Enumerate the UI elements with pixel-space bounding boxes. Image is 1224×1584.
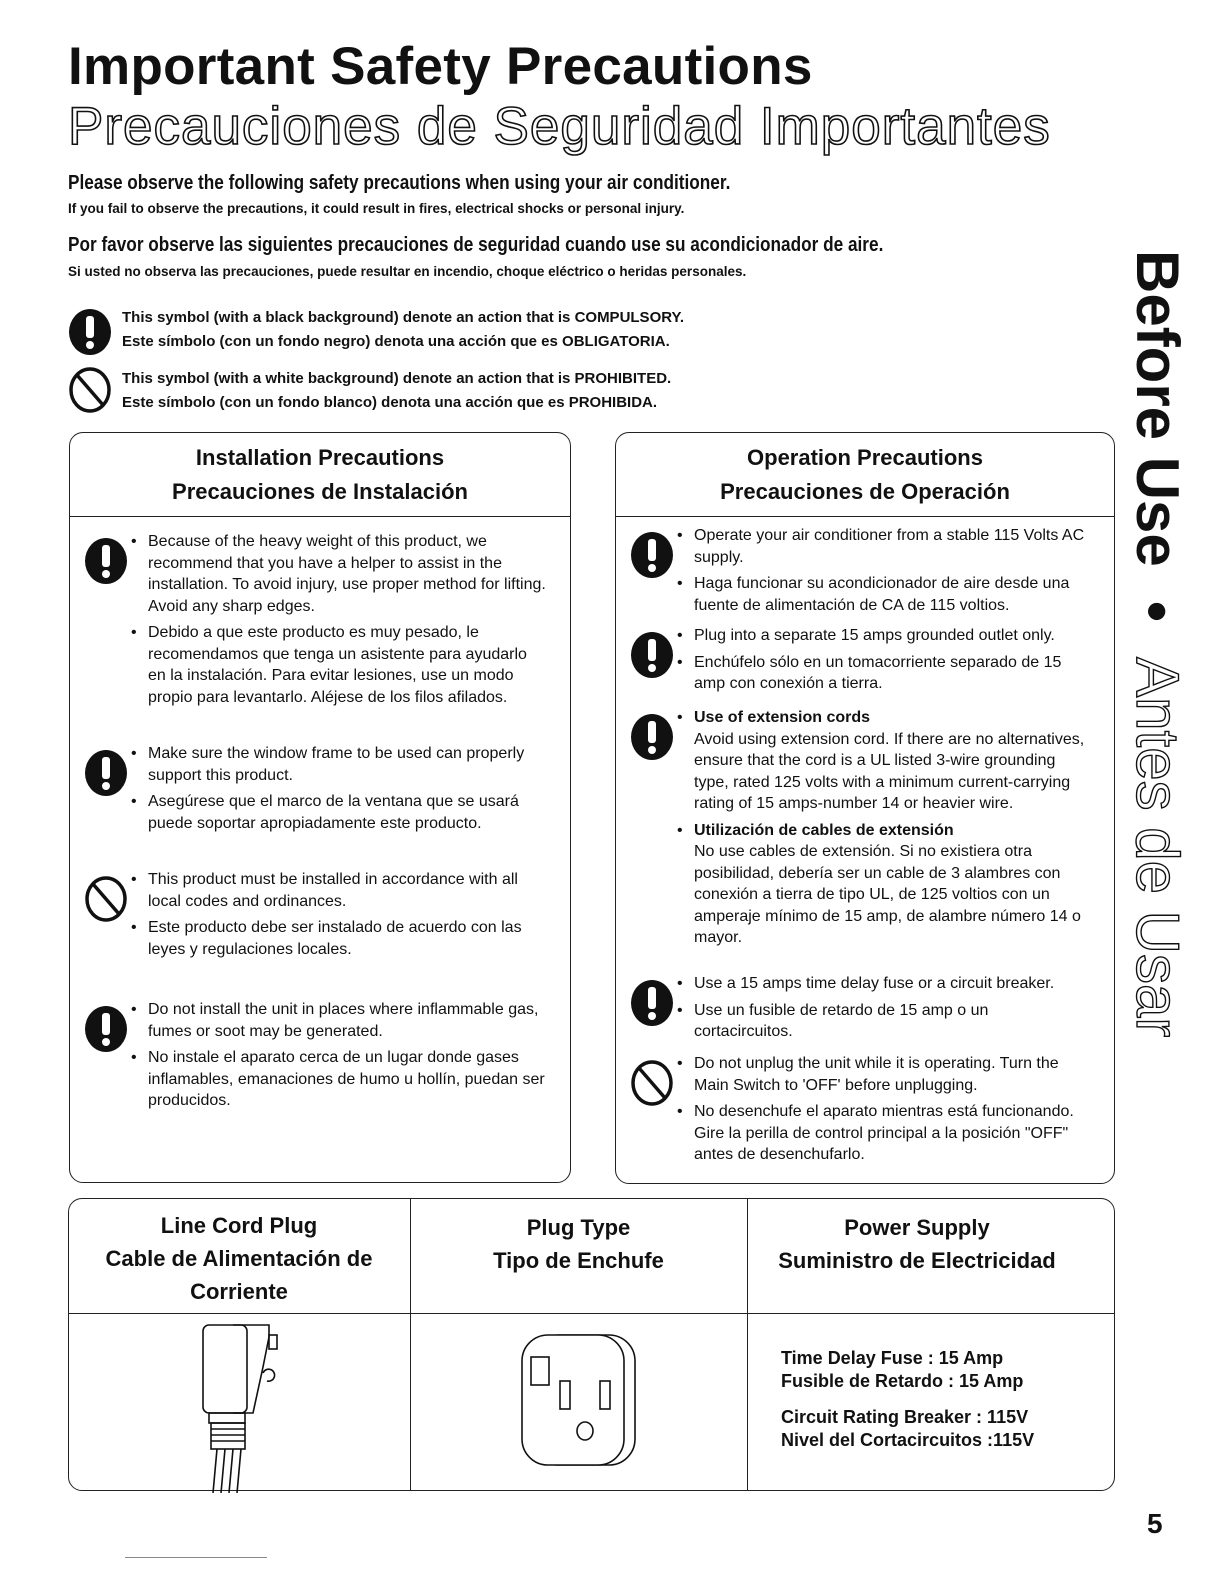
page-title-spanish: Precauciones de Seguridad Importantes xyxy=(68,97,1051,156)
compulsory-icon xyxy=(68,308,112,356)
line-cord-header xyxy=(89,1209,389,1308)
operation-precautions-box xyxy=(615,432,1115,1184)
precaution-item xyxy=(148,1047,548,1112)
line-cord-plug-illustration xyxy=(189,1321,299,1493)
fuse-rating-es: Fusible de Retardo : 15 Amp xyxy=(781,1371,1024,1391)
precaution-text: Use a 15 amps time delay fuse or a circuit breaker. xyxy=(694,975,1055,992)
legend-compulsory-en: This symbol (with a black background) denote an action that is COMPULSORY. xyxy=(122,309,685,326)
outlet-illustration xyxy=(519,1331,641,1469)
precaution-text: Haga funcionar su acondicionador de aire desde una fuente de alimentación de CA de 115 voltios. xyxy=(694,575,1070,614)
precaution-item xyxy=(148,622,548,708)
precaution-item xyxy=(694,652,1086,695)
precaution-item xyxy=(694,625,1086,647)
operation-header xyxy=(616,433,1114,517)
section-tab-spanish: Antes de Usar xyxy=(1124,657,1191,1038)
installation-precautions-box xyxy=(69,432,571,1183)
section-tab-separator: • xyxy=(1124,601,1191,623)
installation-title-es: Precauciones de Instalación xyxy=(172,479,468,504)
legend-compulsory-es: Este símbolo (con un fondo negro) denota una acción que es OBLIGATORIA. xyxy=(122,333,670,350)
line-cord-label: Line Cord Plug xyxy=(160,1213,318,1238)
power-specs-table xyxy=(68,1198,1115,1491)
precaution-item xyxy=(694,525,1086,568)
intro-spanish: Por favor observe las siguientes precauciones de seguridad cuando use su acondicionador de aire. xyxy=(68,234,884,256)
intro-spanish-warning: Si usted no observa las precauciones, puede resultar en incendio, choque eléctrico o heridas personales. xyxy=(68,264,747,279)
legend-prohibited-es: Este símbolo (con un fondo blanco) denota una acción que es PROHIBIDA. xyxy=(122,394,658,411)
fuse-rating: Time Delay Fuse : 15 Amp xyxy=(781,1348,1004,1368)
line-cord-label-es: Cable de Alimentación de Corriente xyxy=(105,1246,373,1304)
precaution-item xyxy=(148,791,548,834)
precaution-text: No instale el aparato cerca de un lugar donde gases inflamables, emanaciones de humo u hollín, puedan ser producidos. xyxy=(148,1049,545,1109)
precaution-item xyxy=(148,743,548,786)
precaution-text: Asegúrese que el marco de la ventana que se usará puede soportar apropiadamente este producto. xyxy=(148,793,519,832)
page-number: 5 xyxy=(1147,1508,1163,1539)
precaution-text: Enchúfelo sólo en un tomacorriente separado de 15 amp con conexión a tierra. xyxy=(694,653,1062,692)
precaution-text: Este producto debe ser instalado de acuerdo con las leyes y regulaciones locales. xyxy=(148,919,522,958)
compulsory-icon xyxy=(630,631,674,679)
precaution-text: Avoid using extension cord. If there are no alternatives, ensure that the cord is a UL listed 3-wire grounding type, rated 125 volts with a minimum current-carrying rating of 15 amps-number 14 or heavier wire. xyxy=(694,730,1085,812)
section-tab-before-use xyxy=(1122,250,1192,1037)
precaution-text: No desenchufe el aparato mientras está funcionando. Gire la perilla de control principal a la posición "OFF" antes de desenchufarlo. xyxy=(694,1103,1074,1163)
breaker-rating-es: Nivel del Cortacircuitos :115V xyxy=(781,1430,1035,1450)
compulsory-icon xyxy=(630,713,674,761)
precaution-text: Do not install the unit in places where inflammable gas, fumes or soot may be generated. xyxy=(148,1001,539,1040)
breaker-rating: Circuit Rating Breaker : 115V xyxy=(781,1407,1029,1427)
operation-title-es: Precauciones de Operación xyxy=(720,479,1010,504)
precaution-heading: • Use of extension cords xyxy=(694,709,871,726)
intro-english-warning: If you fail to observe the precautions, it could result in fires, electrical shocks or personal injury. xyxy=(68,201,685,216)
precaution-text: Because of the heavy weight of this product, we recommend that you have a helper to assist in the installation. To avoid injury, use proper method for lifting. Avoid any sharp edges. xyxy=(148,533,546,615)
precaution-item xyxy=(694,1000,1086,1043)
prohibited-icon xyxy=(630,1059,674,1107)
compulsory-icon xyxy=(84,537,128,585)
operation-title: Operation Precautions xyxy=(747,445,983,470)
compulsory-icon xyxy=(630,531,674,579)
section-tab-english: Before Use xyxy=(1124,250,1191,567)
prohibited-icon xyxy=(68,366,112,414)
plug-type-header xyxy=(410,1211,747,1277)
compulsory-icon xyxy=(630,979,674,1027)
compulsory-icon xyxy=(84,1005,128,1053)
divider xyxy=(125,1557,267,1558)
row-divider xyxy=(69,1313,1114,1314)
precaution-item xyxy=(148,531,548,617)
power-supply-label: Power Supply xyxy=(844,1215,990,1240)
precaution-text: Operate your air conditioner from a stable 115 Volts AC supply. xyxy=(694,527,1085,566)
precaution-text: No use cables de extensión. Si no existiera otra posibilidad, debería ser un cable de 3 alambres con conexión a tierra de tipo UL, de 125 voltios con un amperaje mínimo de 15 amp, de alambre número 14 o mayor. xyxy=(694,843,1081,946)
power-supply-label-es: Suministro de Electricidad xyxy=(778,1248,1056,1273)
precaution-item xyxy=(694,573,1086,616)
plug-type-label: Plug Type xyxy=(526,1215,631,1240)
precaution-text: Use un fusible de retardo de 15 amp o un cortacircuitos. xyxy=(694,1001,989,1040)
precaution-item xyxy=(694,820,1086,949)
precaution-item xyxy=(694,707,1086,815)
plug-type-label-es: Tipo de Enchufe xyxy=(493,1248,664,1273)
precaution-text: Do not unplug the unit while it is operating. Turn the Main Switch to 'OFF' before unplugging. xyxy=(694,1055,1059,1094)
power-supply-header xyxy=(747,1211,1087,1277)
precaution-item xyxy=(148,869,548,912)
precaution-text: This product must be installed in accordance with all local codes and ordinances. xyxy=(148,871,518,910)
installation-title: Installation Precautions xyxy=(195,445,445,470)
precaution-text: Plug into a separate 15 amps grounded outlet only. xyxy=(694,627,1055,644)
precaution-item xyxy=(694,973,1086,995)
legend-prohibited-en: This symbol (with a white background) denote an action that is PROHIBITED. xyxy=(122,370,672,387)
page-title: Important Safety Precautions xyxy=(68,37,813,96)
compulsory-icon xyxy=(84,749,128,797)
precaution-text: Make sure the window frame to be used can properly support this product. xyxy=(148,745,525,784)
prohibited-icon xyxy=(84,875,128,923)
precaution-item xyxy=(694,1053,1086,1096)
precaution-item xyxy=(694,1101,1086,1166)
installation-header xyxy=(70,433,570,517)
intro-english: Please observe the following safety precautions when using your air conditioner. xyxy=(68,172,731,194)
precaution-item xyxy=(148,999,548,1042)
precaution-heading: • Utilización de cables de extensión xyxy=(694,821,954,839)
precaution-item xyxy=(148,917,548,960)
precaution-text: Debido a que este producto es muy pesado, le recomendamos que tenga un asistente para ayudarlo en la instalación. Para evitar lesiones, use un modo propio para levantarlo. Aléjese de los filos afilados. xyxy=(148,624,527,706)
